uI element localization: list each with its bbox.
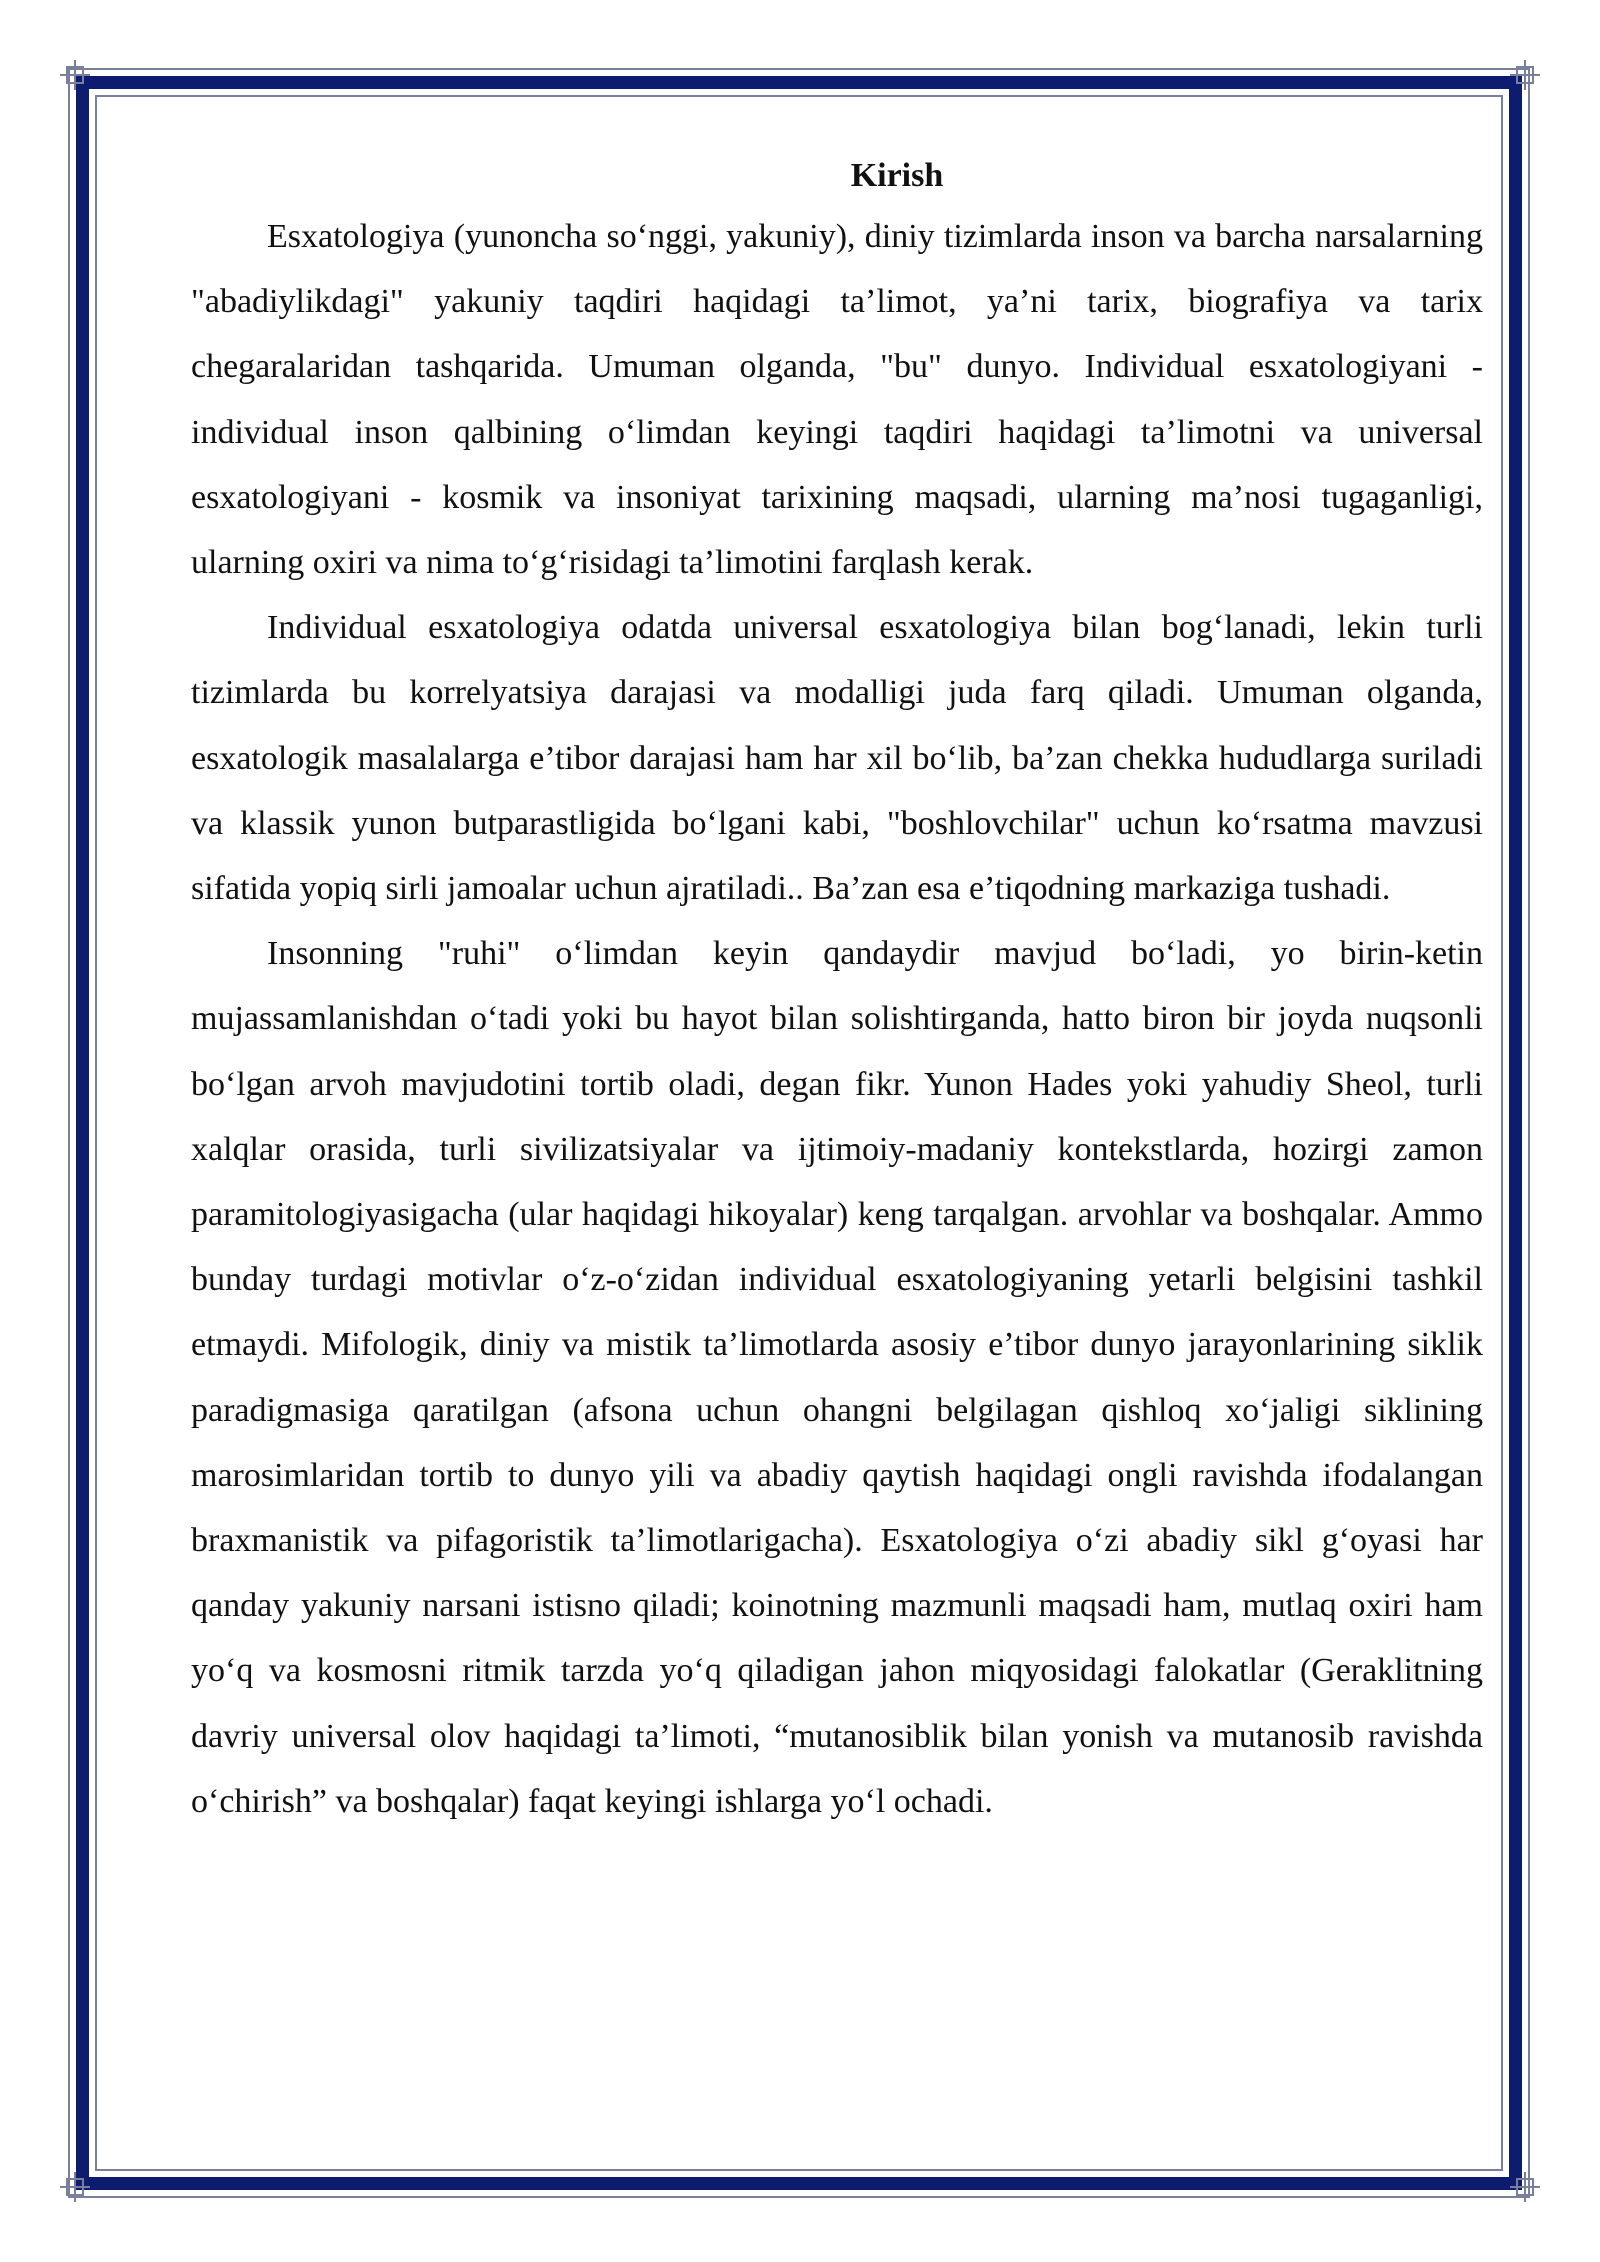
document-body xyxy=(191,148,1483,1834)
page-title: Kirish xyxy=(850,157,944,194)
paragraph-1: Esxatologiya (yunoncha so‘nggi, yakuniy), diniy tizimlarda inson va barcha narsalarning "abadiylikdagi" yakuniy taqdiri haqidagi ta’limot, ya’ni tarix, biografiya va tarix chegaralaridan tashqarida. Umuman olganda, "bu" dunyo. Individual esxatologiyani - individual inson qalbining o‘limdan keyingi taqdiri haqidagi ta’limotni va universal esxatologiyani - kosmik va insoniyat tarixining maqsadi, ularning ma’nosi tugaganligi, ularning oxiri va nima to‘g‘risidagi ta’limotini farqlash kerak. xyxy=(191,218,1483,582)
corner-ornament-top-right xyxy=(1510,60,1540,90)
corner-ornament-bottom-left xyxy=(60,2172,90,2202)
paragraph-3: Insonning "ruhi" o‘limdan keyin qandaydir mavjud bo‘ladi, yo birin-ketin mujassamlanishdan o‘tadi yoki bu hayot bilan solishtirganda, hatto biron bir joyda nuqsonli bo‘lgan arvoh mavjudotini tortib oladi, degan fikr. Yunon Hades yoki yahudiy Sheol, turli xalqlar orasida, turli sivilizatsiyalar va ijtimoiy-madaniy kontekstlarda, hozirgi zamon paramitologiyasigacha (ular haqidagi hikoyalar) keng tarqalgan. arvohlar va boshqalar. Ammo bunday turdagi motivlar o‘z-o‘zidan individual esxatologiyaning yetarli belgisini tashkil etmaydi. Mifologik, diniy va mistik ta’limotlarda asosiy e’tibor dunyo jarayonlarining siklik paradigmasiga qaratilgan (afsona uchun ohangni belgilagan qishloq xo‘jaligi siklining marosimlaridan tortib to dunyo yili va abadiy qaytish haqidagi ongli ravishda ifodalangan braxmanistik va pifagoristik ta’limotlarigacha). Esxatologiya o‘zi abadiy sikl g‘oyasi har qanday yakuniy narsani istisno qiladi; koinotning mazmunli maqsadi ham, mutlaq oxiri ham yo‘q va kosmosni ritmik tarzda yo‘q qiladigan jahon miqyosidagi falokatlar (Geraklitning davriy universal olov haqidagi ta’limoti, “mutanosiblik bilan yonish va mutanosib ravishda o‘chirish” va boshqalar) faqat keyingi ishlarga yo‘l ochadi. xyxy=(191,935,1483,1820)
corner-ornament-top-left xyxy=(60,60,90,90)
corner-ornament-bottom-right xyxy=(1510,2172,1540,2202)
paragraph-2: Individual esxatologiya odatda universal esxatologiya bilan bog‘lanadi, lekin turli tizimlarda bu korrelyatsiya darajasi va modalligi juda farq qiladi. Umuman olganda, esxatologik masalalarga e’tibor darajasi ham har xil bo‘lib, ba’zan chekka hududlarga suriladi va klassik yunon butparastligida bo‘lgani kabi, "boshlovchilar" uchun ko‘rsatma mavzusi sifatida yopiq sirli jamoalar uchun ajratiladi.. Ba’zan esa e’tiqodning markaziga tushadi. xyxy=(191,609,1483,908)
